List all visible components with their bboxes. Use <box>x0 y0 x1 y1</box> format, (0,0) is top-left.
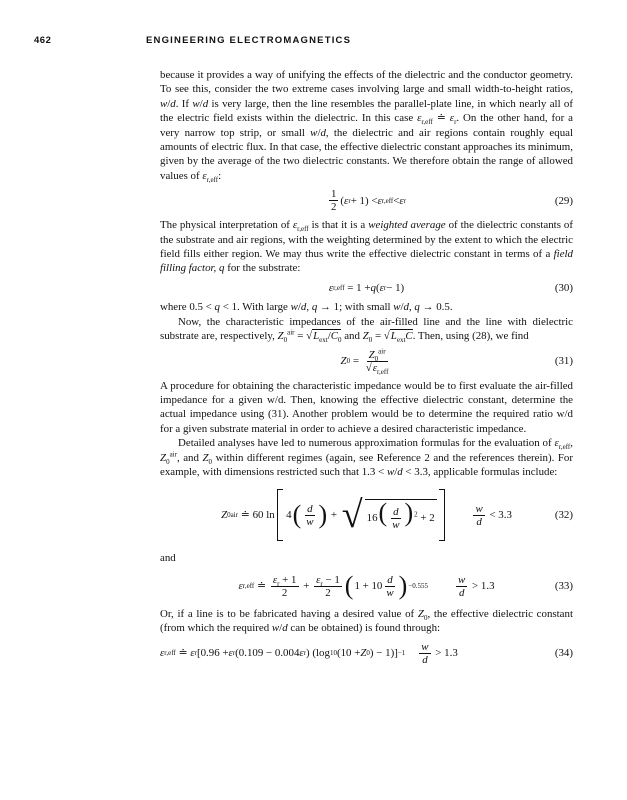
paragraph-5: A procedure for obtaining the characteristic impedance would be to first evaluate the air-filled impedance for a given w/d. Then, knowing the effective dielectric constant, determine the actual impedance using (31). Another problem would be to determine the required ratio w/d for a given substrate material in order to achieve a desired characteristic impedance. <box>160 379 573 435</box>
equation-number: (30) <box>554 281 573 294</box>
equation-30: ε r,eff = 1 + q ( ε r − 1) (30) <box>328 281 573 294</box>
paragraph-7: Or, if a line is to be fabricated having a desired value of $Z_0$, the effective dielectric constant (from which the required w/d can be obtained) is found through: <box>160 607 573 635</box>
paragraph-2: The physical interpretation of $\varepsilon_{r,eff}$ is that it is a weighted average of the dielectric constants of the substrate and air regions, with the weighting determined by the extent to which the electric field fills either region. We may thus write the effective dielectric constant in terms of a field filling factor, q for the substrate: <box>160 219 573 275</box>
paragraph-4: Now, the characteristic impedances of the air-filled line and the line with dielectric substrate are, respectively, $Z_0^{air} = √L_{ext}/C_0$ and $Z_0 = √L_{ext}C$. Then, using (28), we find <box>160 315 573 345</box>
paragraph-3: where 0.5 < q < 1. With large w/d, q → 1; with small w/d, q → 0.5. <box>160 301 453 314</box>
equation-32: Z 0 air ≐ 60 ln 4 ( $\frac{d}{w}$ ) + √ 16( $\frac{d}{w}$ )$^2$ + 2 $\frac{w}{d}$ < 3.3 (32) <box>160 489 573 541</box>
equation-number: (31) <box>554 354 573 367</box>
running-title: ENGINEERING ELECTROMAGNETICS <box>146 35 352 46</box>
equation-number: (33) <box>554 580 573 593</box>
equation-number: (34) <box>554 646 573 659</box>
equation-number: (32) <box>554 509 573 522</box>
page-number: 462 <box>34 35 52 46</box>
running-header <box>34 35 594 51</box>
equation-34: ε r,eff ≐ ε r [0.96 + ε r (0.109 − 0.004 ε r ) (log 10 (10 + Z 0 ) − 1)] −1 $\frac{w}{d}$ > 1.3 (34) <box>160 640 573 666</box>
equation-33: ε r,eff ≐ $\frac{\varepsilon_r + 1}{2}$ + $\frac{\varepsilon_r - 1}{2}$ ( 1 + 10 $\frac{d}{w}$ ) −0.555 $\frac{w}{d}$ > 1.3 (33) <box>238 571 573 601</box>
equation-number: (29) <box>554 194 573 207</box>
paragraph-6: Detailed analyses have led to numerous approximation formulas for the evaluation of $\varepsilon_{r,eff}$, $Z_0^{air}$, and $Z_0$ within different regimes (again, see Reference 2 and the references therein). For example, with dimensions restricted such that 1.3 < w/d < 3.3, applicable formulas include: <box>160 437 573 478</box>
and-text: and <box>160 552 176 565</box>
paragraph-1: because it provides a way of unifying the effects of the dielectric and the conductor geometry. To see this, consider the two extreme cases involving large and small width-to-height ratios, w/d. If w/d is very large, then the line resembles the parallel-plate line, in which nearly all of the electric field exists within the dielectric. In this case $\varepsilon_{r,eff}$ ≐ $\varepsilon_r$. On the other hand, for a very narrow top strip, or small w/d, the dielectric and air regions contain roughly equal amounts of electric flux. In that case, the effective dielectric constant approaches its minimum, given by the average of the two dielectric constants. We therefore obtain the range of allowed values of $\varepsilon_{r,eff}$: <box>160 69 573 185</box>
equation-29: $\frac{1}{2}$ ( ε r + 1) < ε r,eff < ε r (29) <box>330 188 573 214</box>
equation-31: Z 0 = $\frac{Z_0^{air}}{√\varepsilon_{r,eff}}$ (31) <box>340 346 573 376</box>
page-body <box>160 68 573 671</box>
